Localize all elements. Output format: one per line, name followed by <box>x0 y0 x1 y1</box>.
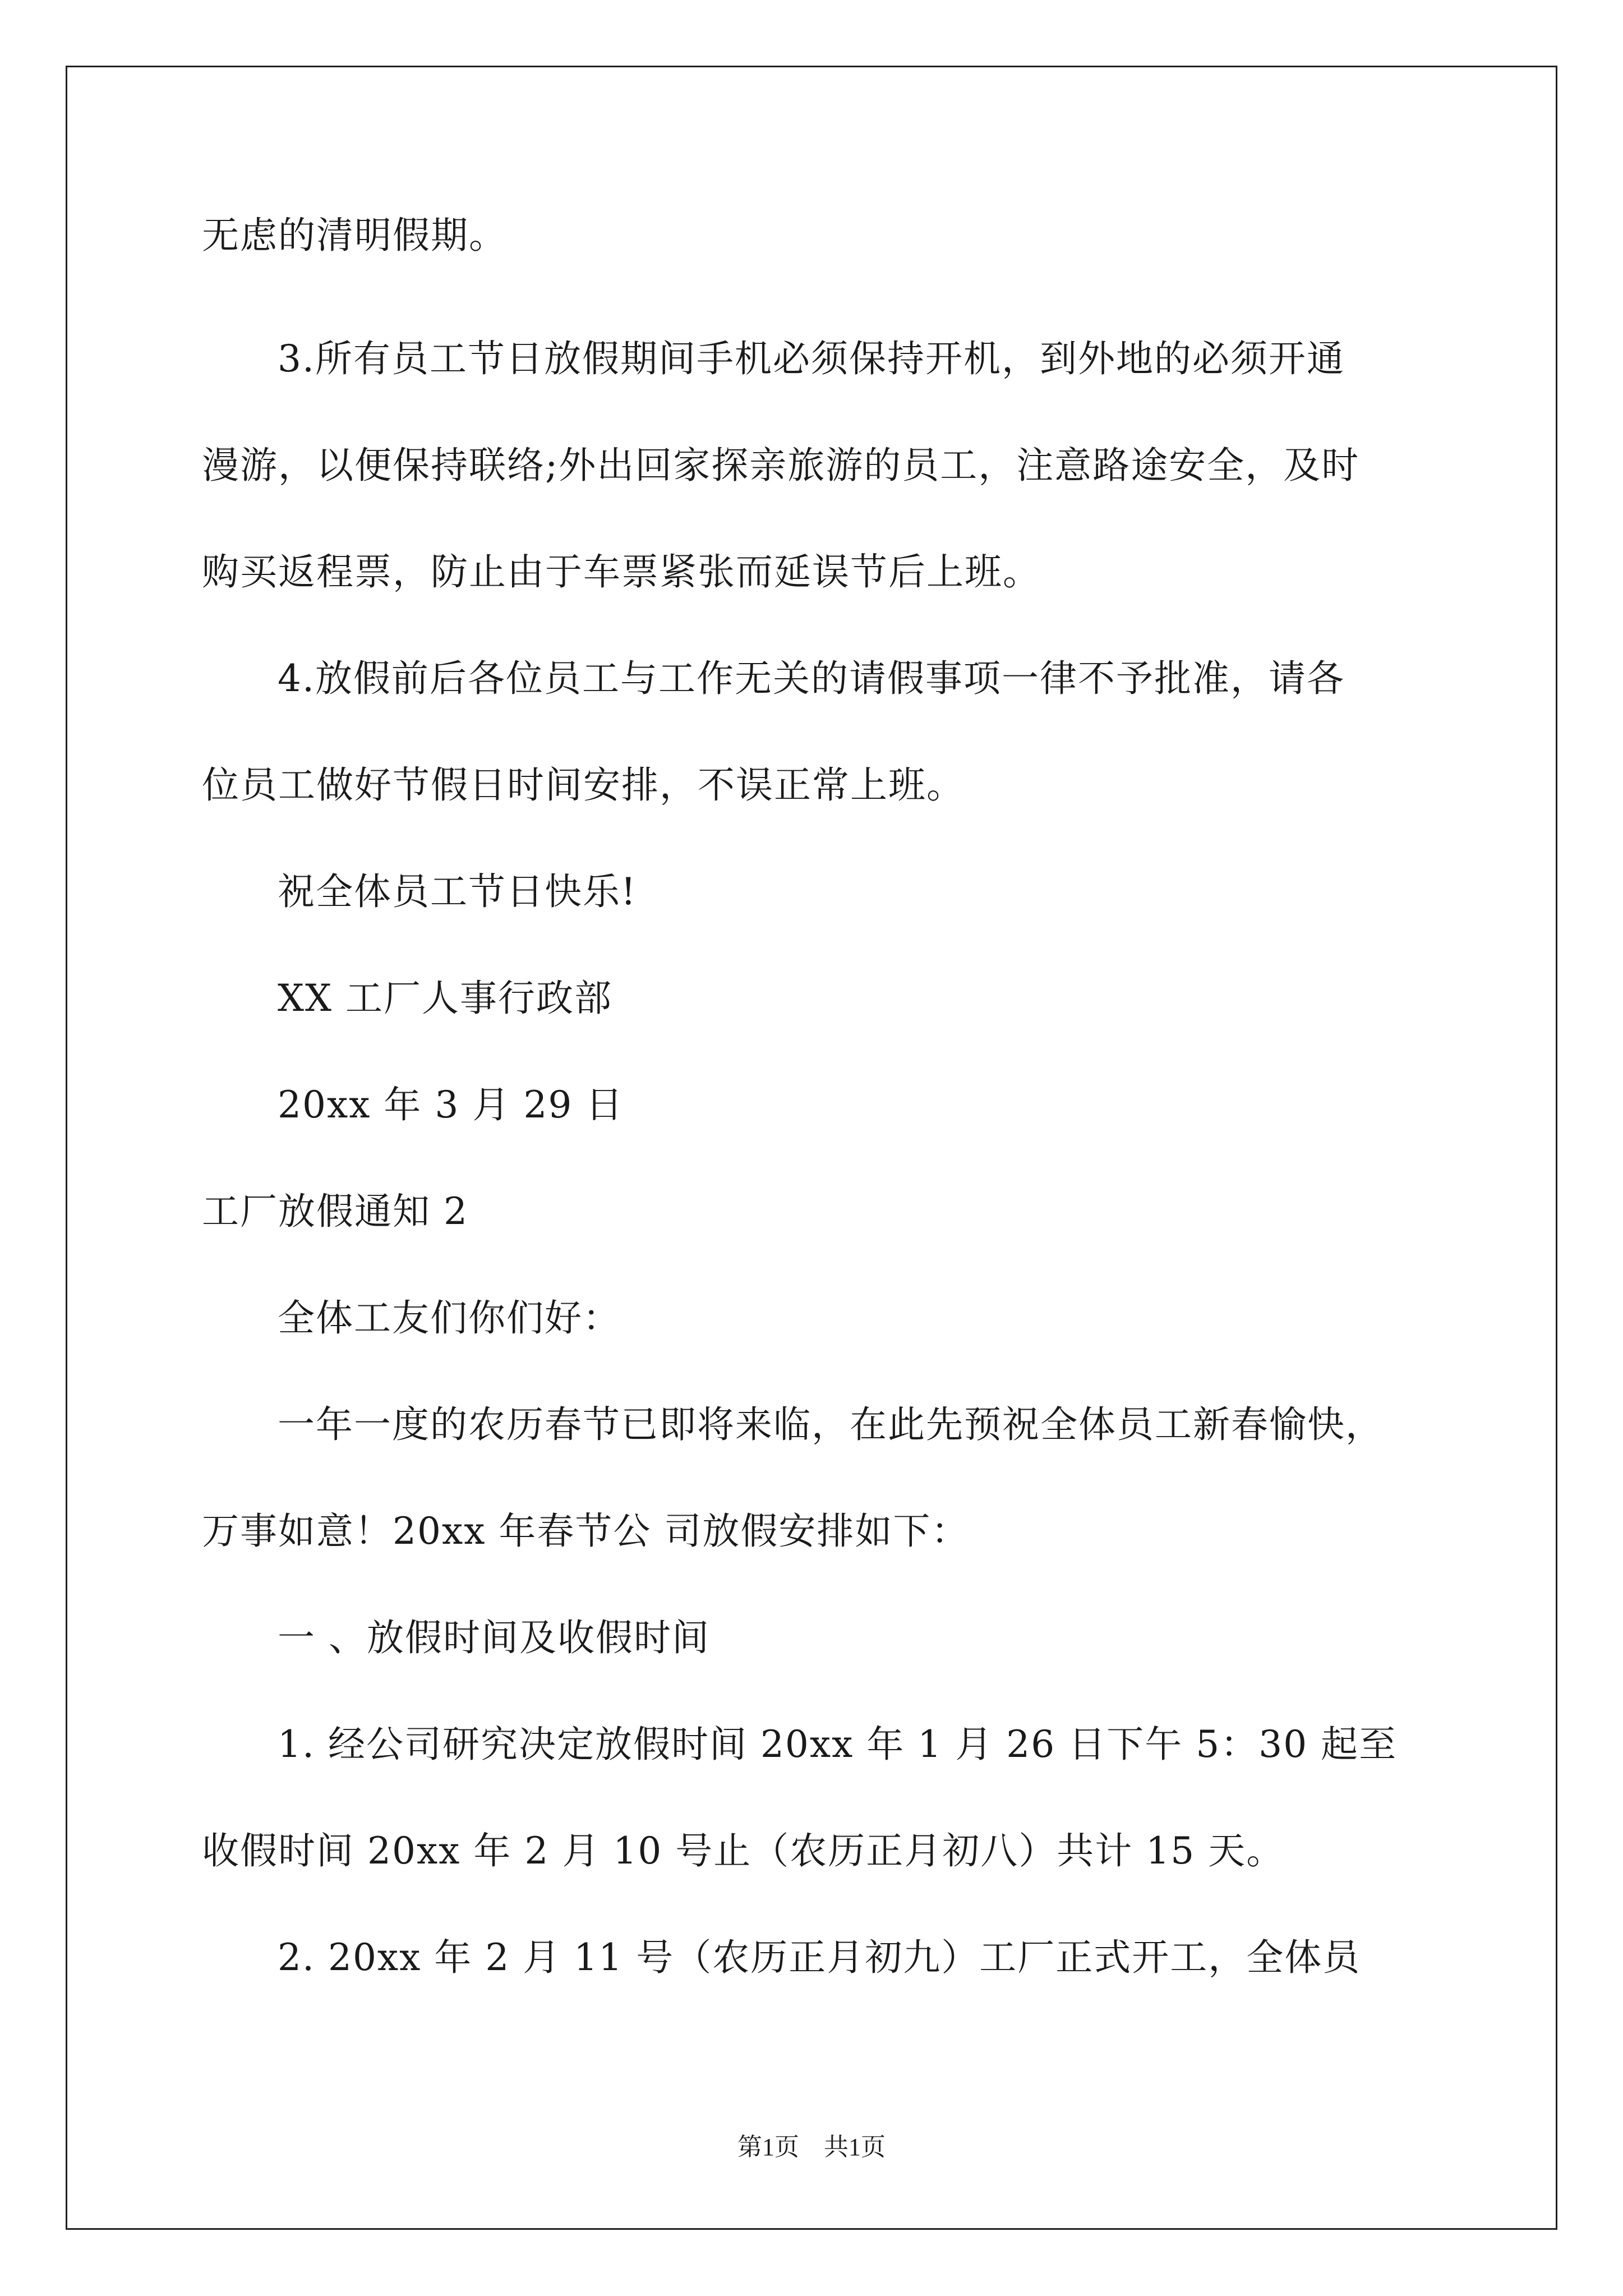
text-line-4: 购买返程票，防止由于车票紧张而延误节后上班。 <box>202 550 1041 593</box>
text-line-15: 1. 经公司研究决定放假时间 20xx 年 1 月 26 日下午 5：30 起至 <box>278 1723 1398 1766</box>
text-line-13: 万事如意！20xx 年春节公 司放假安排如下： <box>202 1510 970 1553</box>
text-line-5: 4.放假前后各位员工与工作无关的请假事项一律不予批准，请各 <box>278 657 1345 700</box>
page-border <box>66 66 1557 2230</box>
text-line-1: 无虑的清明假期。 <box>202 214 507 257</box>
text-line-2: 3.所有员工节日放假期间手机必须保持开机，到外地的必须开通 <box>278 337 1345 380</box>
section-title: 工厂放假通知 2 <box>202 1190 468 1233</box>
text-line-7: 祝全体员工节日快乐! <box>278 870 637 913</box>
text-line-16: 收假时间 20xx 年 2 月 10 号止（农历正月初八）共计 15 天。 <box>202 1829 1285 1872</box>
text-line-17: 2. 20xx 年 2 月 11 号（农历正月初九）工厂正式开工，全体员 <box>278 1936 1361 1979</box>
text-line-6: 位员工做好节假日时间安排，不误正常上班。 <box>202 763 965 807</box>
text-line-8: XX 工厂人事行政部 <box>278 977 612 1020</box>
text-line-3: 漫游，以便保持联络;外出回家探亲旅游的员工，注意路途安全，及时 <box>202 444 1360 487</box>
text-line-14: 一 、放假时间及收假时间 <box>278 1616 710 1659</box>
text-line-9: 20xx 年 3 月 29 日 <box>278 1083 624 1126</box>
text-line-12: 一年一度的农历春节已即将来临，在此先预祝全体员工新春愉快， <box>278 1403 1384 1446</box>
page-number-footer: 第1页 共1页 <box>737 2133 886 2161</box>
text-line-11: 全体工友们你们好： <box>278 1296 621 1340</box>
